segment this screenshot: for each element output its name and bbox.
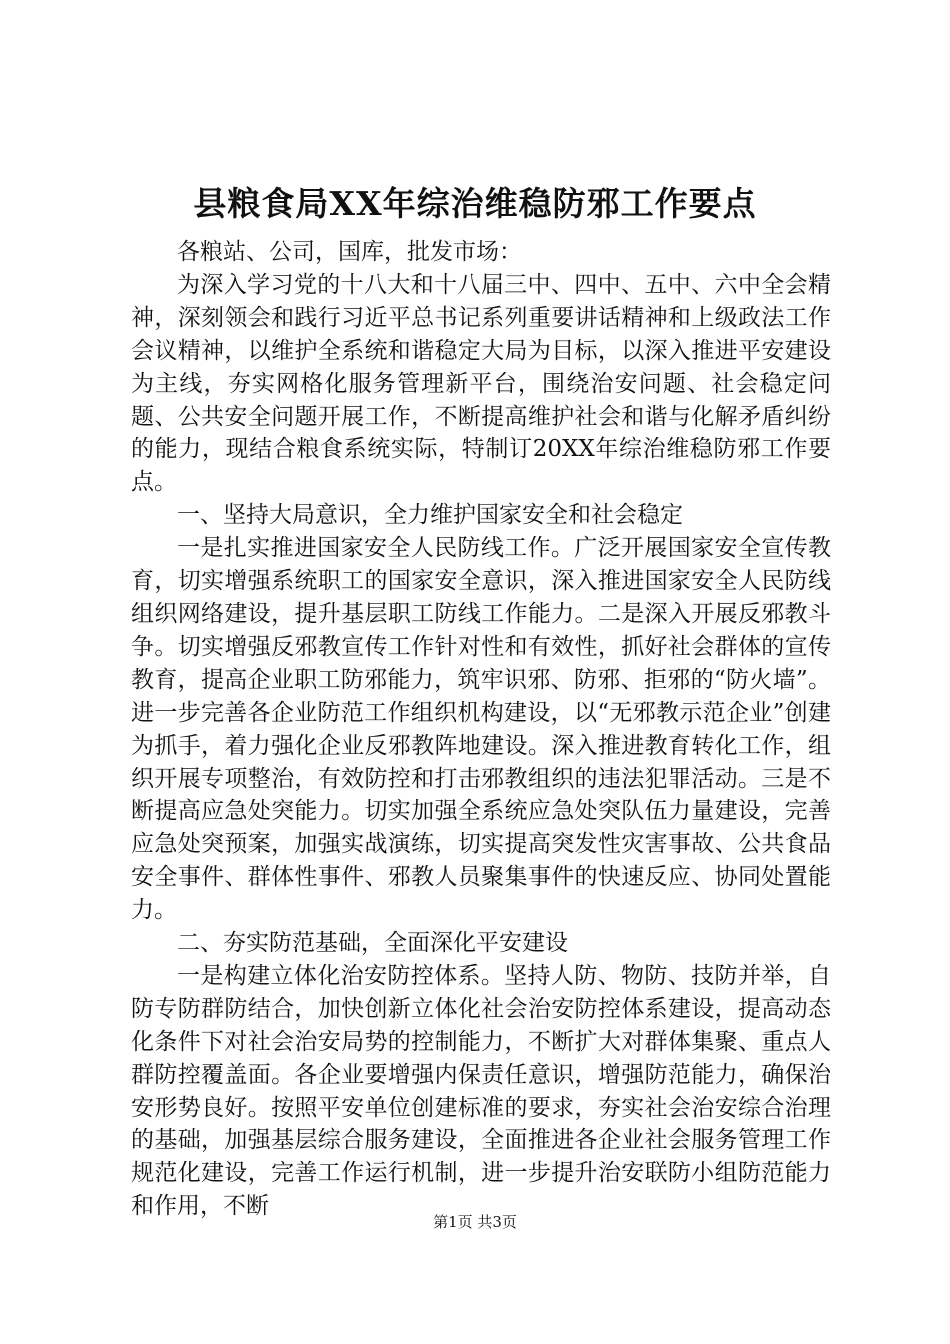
document-title: 县粮食局XX年综治维稳防邪工作要点 <box>193 184 757 223</box>
intro-paragraph: 为深入学习党的十八大和十八届三中、四中、五中、六中全会精神，深刻领会和践行习近平总书记系列重要讲话精神和上级政法工作会议精神，以维护全系统和谐稳定大局为目标，以深入推进平安建设为主线，夯实网格化服务管理新平台，围绕治安问题、社会稳定问题、公共安全问题开展工作，不断提高维护社会和谐与化解矛盾纠纷的能力，现结合粮食系统实际，特制订20XX年综治维稳防邪工作要点。 <box>131 271 831 496</box>
salutation: 各粮站、公司，国库，批发市场： <box>177 239 522 265</box>
document-body <box>131 236 831 1223</box>
section-2-paragraph: 一是构建立体化治安防控体系。坚持人防、物防、技防并举，自防专防群防结合，加快创新立体化社会治安防控体系建设，提高动态化条件下对社会治安局势的控制能力，不断扩大对群体集聚、重点人群防控覆盖面。各企业要增强内保责任意识，增强防范能力，确保治安形势良好。按照平安单位创建标准的要求，夯实社会治安综合治理的基础，加强基层综合服务建设，全面推进各企业社会服务管理工作规范化建设，完善工作运行机制，进一步提升治安联防小组防范能力和作用，不断 <box>131 962 831 1220</box>
page-footer: 第1页 共3页 <box>433 1213 517 1231</box>
section-1-paragraph: 一是扎实推进国家安全人民防线工作。广泛开展国家安全宣传教育，切实增强系统职工的国家安全意识，深入推进国家安全人民防线组织网络建设，提升基层职工防线工作能力。二是深入开展反邪教斗争。切实增强反邪教宣传工作针对性和有效性，抓好社会群体的宣传教育，提高企业职工防邪能力，筑牢识邪、防邪、拒邪的“防火墙”。进一步完善各企业防范工作组织机构建设，以“无邪教示范企业”创建为抓手，着力强化企业反邪教阵地建设。深入推进教育转化工作，组织开展专项整治，有效防控和打击邪教组织的违法犯罪活动。三是不断提高应急处突能力。切实加强全系统应急处突队伍力量建设，完善应急处突预案，加强实战演练，切实提高突发性灾害事故、公共食品安全事件、群体性事件、邪教人员聚集事件的快速反应、协同处置能力。 <box>131 535 831 924</box>
section-heading-2: 二、夯实防范基础，全面深化平安建设 <box>177 930 568 957</box>
section-heading-1: 一、坚持大局意识，全力维护国家安全和社会稳定 <box>177 502 683 529</box>
